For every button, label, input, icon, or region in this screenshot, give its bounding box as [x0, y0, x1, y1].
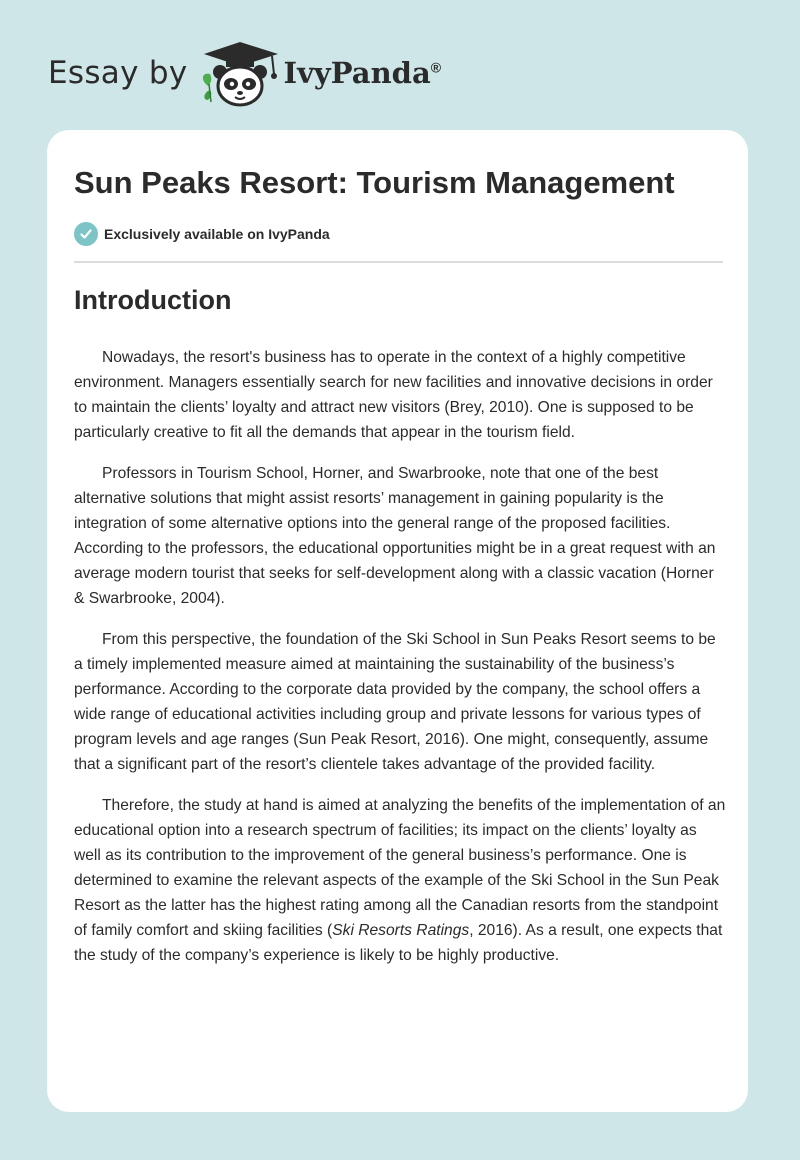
brand-prefix: Essay by: [48, 55, 188, 91]
exclusive-text: Exclusively available on IvyPanda: [104, 226, 330, 242]
site-header-brand[interactable]: [48, 38, 441, 108]
brand-name: IvyPanda®: [283, 56, 442, 90]
section-heading-introduction: Introduction: [74, 285, 232, 315]
paragraph-2: Professors in Tourism School, Horner, and Swarbrooke, note that one of the best alternative solutions that might assist resorts’ management in gaining popularity is the integration of some alternative options into the general range of the proposed facilities. According to the professors, the educational opportunities might be in a great request with an average modern tourist that seeks for self-development along with a classic vacation (Horner & Swarbrooke, 2004).: [74, 465, 716, 607]
panda-logo-icon: [198, 38, 282, 108]
essay-title: Sun Peaks Resort: Tourism Management: [74, 165, 675, 200]
paragraph-3: From this perspective, the foundation of the Ski School in Sun Peaks Resort seems to be a timely implemented measure aimed at maintaining the sustainability of the business’s performance. According to the corporate data provided by the company, the school offers a wide range of educational activities including group and private lessons for various types of program levels and age ranges (Sun Peak Resort, 2016). One might, consequently, assume that a significant part of the resort’s clientele takes advantage of the provided facility.: [74, 631, 716, 773]
essay-body: [74, 345, 726, 984]
check-icon: [74, 222, 98, 246]
paragraph-1: Nowadays, the resort's business has to operate in the context of a highly competitive environment. Managers essentially search for new facilities and innovative decisions in order to maintain the clients’ loyalty and attract new visitors (Brey, 2010). One is supposed to be particularly creative to fit all the demands that appear in the tourism field.: [74, 349, 713, 441]
divider: [74, 261, 723, 263]
citation-ski-resorts-ratings: Ski Resorts Ratings: [332, 922, 470, 939]
paragraph-4: Therefore, the study at hand is aimed at analyzing the benefits of the implementation of an educational option into a research spectrum of facilities; its impact on the clients’ loyalty as well as its contribution to the improvement of the general business’s performance. One is determined to examine the relevant aspects of the example of the Ski School in the Sun Peak Resort as the latter has the highest rating among all the Canadian resorts from the standpoint of family comfort and skiing facilities (Ski Resorts Ratings, 2016). As a result, one expects that the study of the company’s experience is likely to be highly productive.: [74, 797, 726, 964]
exclusive-badge: [74, 222, 330, 246]
essay-card: [47, 130, 748, 1112]
